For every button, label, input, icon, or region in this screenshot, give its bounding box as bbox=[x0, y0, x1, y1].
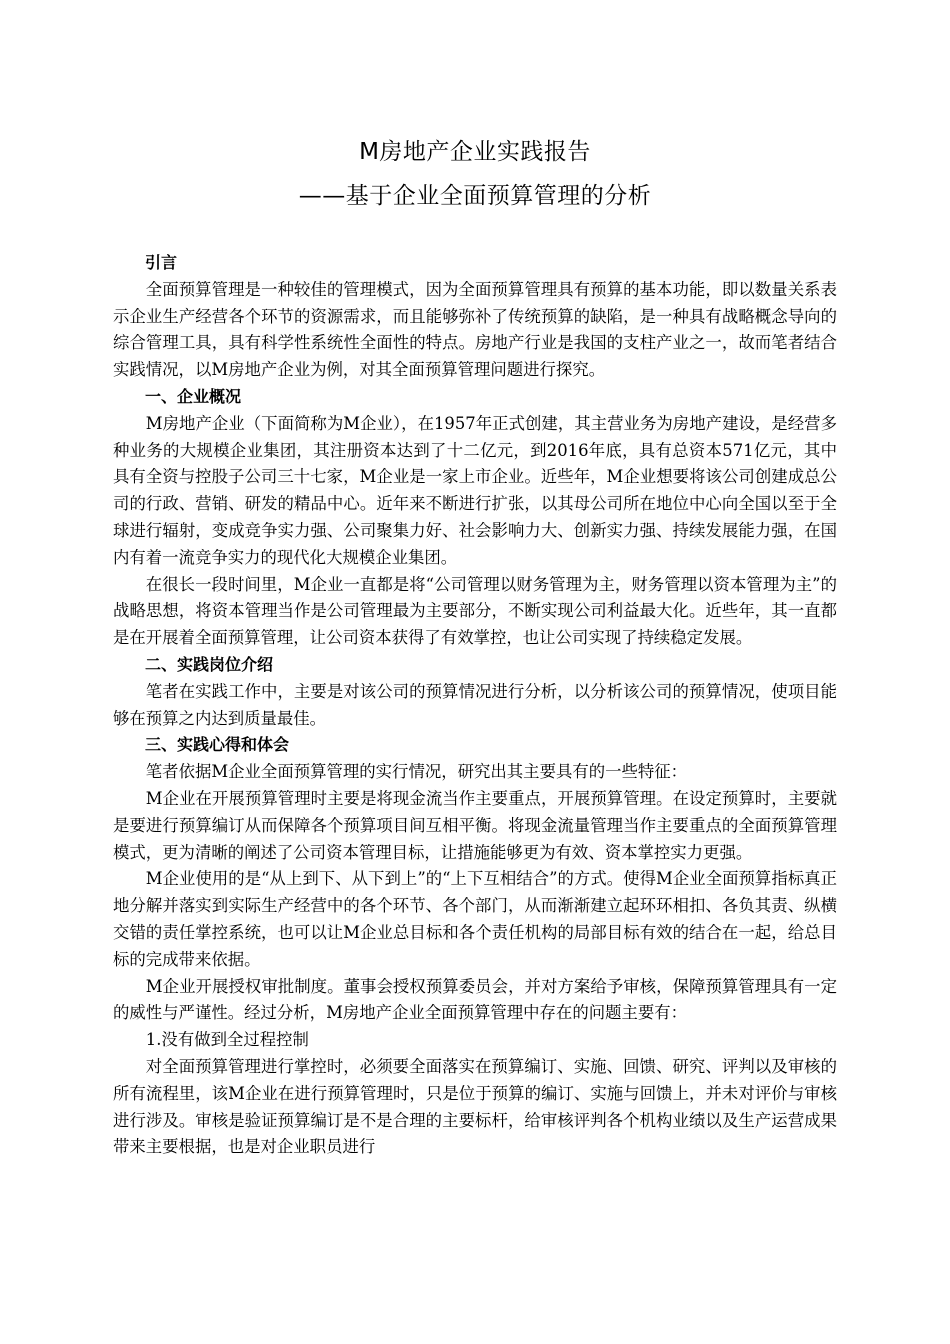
section-heading-intro: 引言 bbox=[145, 253, 178, 272]
document-body bbox=[113, 250, 837, 1161]
paragraph-company-strategy: 在很长一段时间里，M企业一直都是将“公司管理以财务管理为主，财务管理以资本管理为主”的战略思想，将资本管理当作是公司管理最为主要部分，不断实现公司利益最大化。近些年，其一直都是在开展着全面预算管理，让公司资本获得了有效掌控，也让公司实现了持续稳定发展。 bbox=[113, 574, 837, 648]
paragraph-features-intro: 笔者依据M企业全面预算管理的实行情况，研究出其主要具有的一些特征： bbox=[145, 762, 688, 782]
section-heading-company-overview: 一、企业概况 bbox=[145, 386, 242, 406]
paragraph-intro: 全面预算管理是一种较佳的管理模式，因为全面预算管理具有预算的基本功能，即以数量关系表示企业生产经营各个环节的资源需求，而且能够弥补了传统预算的缺陷，是一种具有战略概念导向的综合管理工具，具有科学性系统性全面性的特点。房地产行业是我国的支柱产业之一，故而笔者结合实践情况，以M房地产企业为例，对其全面预算管理问题进行探究。 bbox=[113, 279, 837, 380]
document-title: M房地产企业实践报告 bbox=[359, 139, 591, 165]
title-block bbox=[113, 130, 837, 218]
section-heading-position: 二、实践岗位介绍 bbox=[145, 654, 274, 674]
paragraph-company-overview: M房地产企业（下面简称为M企业），在1957年正式创建，其主营业务为房地产建设，是经营多种业务的大规模企业集团，其注册资本达到了十二亿元，到2016年底，具有总资本571亿元，其中具有全资与控股子公司三十七家，M企业是一家上市企业。近些年，M企业想要将该公司创建成总公司的行政、营销、研发的精品中心。近年来不断进行扩张，以其母公司所在地位中心向全国以至于全球进行辐射，变成竞争实力强、公司聚集力好、社会影响力大、创新实力强、持续发展能力强，在国内有着一流竞争实力的现代化大规模企业集团。 bbox=[113, 413, 837, 567]
subheading-process-control: 1.没有做到全过程控制 bbox=[145, 1030, 309, 1050]
document-subtitle: ——基于企业全面预算管理的分析 bbox=[298, 183, 652, 209]
paragraph-cashflow: M企业在开展预算管理时主要是将现金流当作主要重点，开展预算管理。在设定预算时，主要就是要进行预算编订从而保障各个预算项目间互相平衡。将现金流量管理当作主要重点的全面预算管理模式，更为清晰的阐述了公司资本管理目标，让措施能够更为有效、资本掌控实力更强。 bbox=[113, 788, 837, 862]
paragraph-position: 笔者在实践工作中，主要是对该公司的预算情况进行分析，以分析该公司的预算情况，使项目能够在预算之内达到质量最佳。 bbox=[113, 681, 837, 728]
section-heading-experience: 三、实践心得和体会 bbox=[145, 735, 290, 755]
paragraph-top-down: M企业使用的是“从上到下、从下到上”的“上下互相结合”的方式。使得M企业全面预算指标真正地分解并落实到实际生产经营中的各个环节、各个部门，从而渐渐建立起环环相扣、各负其责、纵横交错的责任掌控系统，也可以让M企业总目标和各个责任机构的局部目标有效的结合在一起，给总目标的完成带来依据。 bbox=[113, 869, 837, 969]
paragraph-process-control: 对全面预算管理进行掌控时，必须要全面落实在预算编订、实施、回馈、研究、评判以及审核的所有流程里，该M企业在进行预算管理时，只是位于预算的编订、实施与回馈上，并未对评价与审核进行涉及。审核是验证预算编订是不是合理的主要标杆，给审核评判各个机构业绩以及生产运营成果带来主要根据，也是对企业职员进行 bbox=[113, 1056, 837, 1157]
paragraph-authorization: M企业开展授权审批制度。董事会授权预算委员会，并对方案给予审核，保障预算管理具有一定的威性与严谨性。经过分析，M房地产企业全面预算管理中存在的问题主要有： bbox=[113, 976, 837, 1023]
